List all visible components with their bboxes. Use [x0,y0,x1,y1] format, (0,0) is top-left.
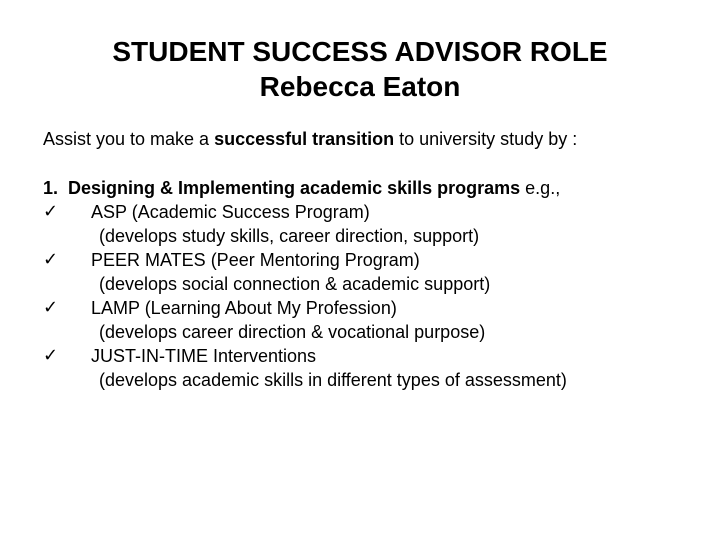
section-number: 1. [43,178,59,198]
section-heading-rest: e.g., [520,178,561,198]
title-line-1: STUDENT SUCCESS ADVISOR ROLE [112,36,608,67]
check-mark-icon: ✓ [43,249,59,270]
check-mark-icon: ✓ [43,297,59,318]
programs-list [43,176,703,392]
section-heading-bold: Designing & Implementing academic skills programs [68,178,521,198]
intro-after: to university study by : [394,129,578,149]
program-description: (develops career direction & vocational purpose) [99,322,486,342]
program-name: ASP (Academic Success Program) [91,202,370,222]
program-description: (develops study skills, career direction, support) [99,226,480,246]
section-heading [43,176,703,200]
list-item [43,248,703,296]
list-item [43,296,703,344]
list-item [43,200,703,248]
intro-before: Assist you to make a [43,129,215,149]
slide-title [0,34,720,104]
intro-text [43,127,577,151]
title-line-2: Rebecca Eaton [259,71,461,102]
program-description: (develops academic skills in different types of assessment) [99,370,567,390]
intro-bold: successful transition [214,129,395,149]
program-name: JUST-IN-TIME Interventions [91,346,317,366]
program-name: LAMP (Learning About My Profession) [91,298,397,318]
check-mark-icon: ✓ [43,345,59,366]
program-name: PEER MATES (Peer Mentoring Program) [91,250,420,270]
check-mark-icon: ✓ [43,201,59,222]
list-item [43,344,703,392]
program-description: (develops social connection & academic support) [99,274,491,294]
